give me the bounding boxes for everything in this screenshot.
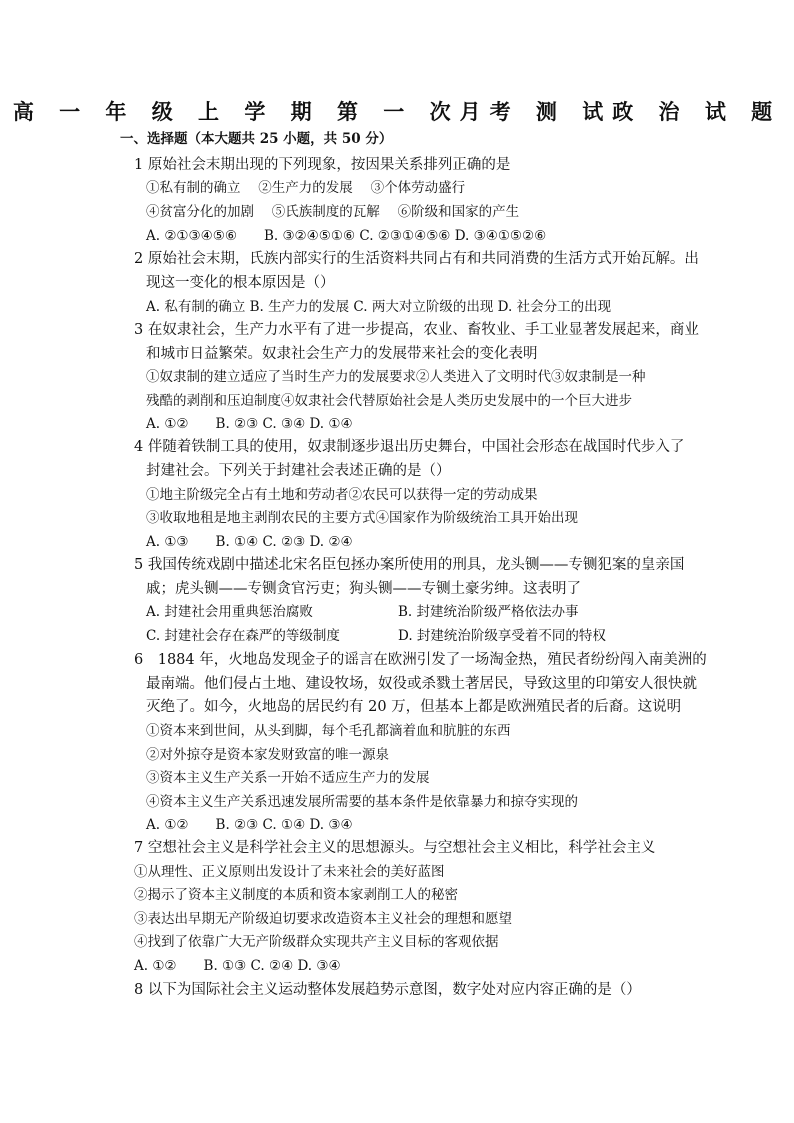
question-7-item-1: ①从理性、正义原则出发设计了未来社会的美好蓝图 xyxy=(134,864,445,880)
question-2-choices: A. 私有制的确立 B. 生产力的发展 C. 两大对立阶级的出现 D. 社会分工的出现 xyxy=(146,299,612,315)
question-6-stem-cont-2: 灭绝了。如今，火地岛的居民约有 20 万，但基本上都是欧洲殖民者的后裔。这说明 xyxy=(146,699,682,715)
question-6-choices: A. ①② B. ②③ C. ①④ D. ③④ xyxy=(146,817,353,833)
question-5-choice-d: D. 封建统治阶级享受着不同的特权 xyxy=(398,628,606,644)
question-1-items-b: ④贫富分化的加剧 ⑤氏族制度的瓦解 ⑥阶级和国家的产生 xyxy=(146,204,520,220)
question-5-stem-cont: 戚；虎头铡——专铡贪官污吏；狗头铡——专铡土豪劣绅。这表明了 xyxy=(146,581,581,597)
question-5-stem: 5 我国传统戏剧中描述北宋名臣包拯办案所使用的刑具，龙头铡——专铡犯案的皇亲国 xyxy=(134,557,685,573)
question-3-stem-cont: 和城市日益繁荣。奴隶社会生产力的发展带来社会的变化表明 xyxy=(146,346,538,362)
question-4-stem: 4 伴随着铁制工具的使用，奴隶制逐步退出历史舞台，中国社会形态在战国时代步入了 xyxy=(134,439,685,455)
question-6-item-2: ②对外掠夺是资本家发财致富的唯一源泉 xyxy=(146,747,389,763)
question-7-item-4: ④找到了依靠广大无产阶级群众实现共产主义目标的客观依据 xyxy=(134,934,499,950)
question-1-items-a: ①私有制的确立 ②生产力的发展 ③个体劳动盛行 xyxy=(146,180,466,196)
question-3-items-b: 残酷的剥削和压迫制度④奴隶社会代替原始社会是人类历史发展中的一个巨大进步 xyxy=(146,393,632,409)
question-2-stem-cont: 现这一变化的根本原因是（） xyxy=(146,275,335,291)
question-6-item-1: ①资本来到世间，从头到脚，每个毛孔都滴着血和肮脏的东西 xyxy=(146,723,511,739)
question-3-items-a: ①奴隶制的建立适应了当时生产力的发展要求②人类进入了文明时代③奴隶制是一种 xyxy=(146,369,646,385)
question-3-choices: A. ①② B. ②③ C. ③④ D. ①④ xyxy=(146,416,353,432)
question-1-stem: 1 原始社会末期出现的下列现象，按因果关系排列正确的是 xyxy=(134,157,511,173)
question-4-choices: A. ①③ B. ①④ C. ②③ D. ②④ xyxy=(146,534,353,550)
question-5-choice-c: C. 封建社会存在森严的等级制度 xyxy=(146,628,340,644)
exam-title: 高 一 年 级 上 学 期 第 一 次月考 测 试政 治 试 题 xyxy=(12,99,782,124)
question-6-item-4: ④资本主义生产关系迅速发展所需要的基本条件是依靠暴力和掠夺实现的 xyxy=(146,794,578,810)
question-5-choice-a: A. 封建社会用重典惩治腐败 xyxy=(146,604,313,620)
question-1-choices: A. ②①③④⑤⑥ B. ③②④⑤①⑥ C. ②③①④⑤⑥ D. ③④①⑤②⑥ xyxy=(146,228,547,244)
question-4-items-a: ①地主阶级完全占有土地和劳动者②农民可以获得一定的劳动成果 xyxy=(146,487,538,503)
question-3-stem: 3 在奴隶社会，生产力水平有了进一步提高，农业、畜牧业、手工业显著发展起来，商业 xyxy=(134,322,699,338)
question-7-choices: A. ①② B. ①③ C. ②④ D. ③④ xyxy=(134,958,341,974)
question-6-item-3: ③资本主义生产关系一开始不适应生产力的发展 xyxy=(146,770,430,786)
question-4-stem-cont: 封建社会。下列关于封建社会表述正确的是（） xyxy=(146,463,451,479)
question-7-item-3: ③表达出早期无产阶级迫切要求改造资本主义社会的理想和愿望 xyxy=(134,911,512,927)
question-7-stem: 7 空想社会主义是科学社会主义的思想源头。与空想社会主义相比，科学社会主义 xyxy=(134,840,656,856)
question-4-items-b: ③收取地租是地主剥削农民的主要方式④国家作为阶级统治工具开始出现 xyxy=(146,510,578,526)
question-8-stem: 8 以下为国际社会主义运动整体发展趋势示意图，数字处对应内容正确的是（） xyxy=(134,982,641,998)
question-7-item-2: ②揭示了资本主义制度的本质和资本家剥削工人的秘密 xyxy=(134,887,458,903)
question-5-choice-b: B. 封建统治阶级严格依法办事 xyxy=(398,604,579,620)
question-6-stem-cont-1: 最南端。他们侵占土地、建设牧场，奴役或杀戮土著居民，导致这里的印第安人很快就 xyxy=(146,676,697,692)
question-6-stem: 6 1884 年，火地岛发现金子的谣言在欧洲引发了一场淘金热，殖民者纷纷闯入南美洲的 xyxy=(134,652,707,668)
question-2-stem: 2 原始社会末期，氏族内部实行的生活资料共同占有和共同消费的生活方式开始瓦解。出 xyxy=(134,251,699,267)
section-heading: 一、选择题（本大题共 25 小题，共 50 分） xyxy=(120,131,393,147)
